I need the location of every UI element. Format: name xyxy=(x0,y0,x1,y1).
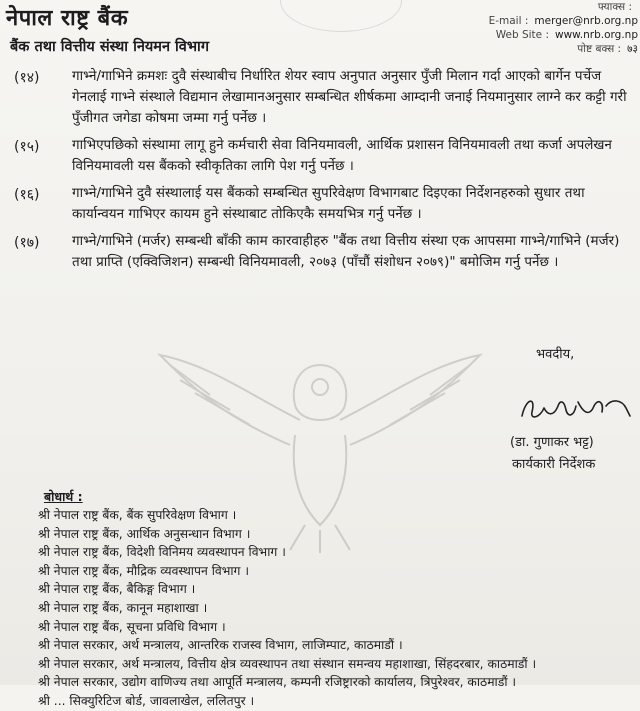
contact-block xyxy=(489,0,638,56)
list-item: श्री नेपाल राष्ट्र बैंक, कानून महाशाखा । xyxy=(38,600,208,615)
contact-fax: फ्याक्स : xyxy=(597,1,632,13)
contact-pobox: पोष्ट बक्स : ७३ xyxy=(577,43,638,55)
list-item: श्री नेपाल राष्ट्र बैंक, मौद्रिक व्यवस्थापन विभाग । xyxy=(38,563,250,578)
point-number: (१४) xyxy=(14,70,40,86)
closing-greeting: भवदीय, xyxy=(536,347,575,362)
list-item: श्री नेपाल राष्ट्र बैंक, बैकिङ्ग विभाग । xyxy=(38,582,196,597)
handwritten-signature xyxy=(514,388,634,428)
cc-list xyxy=(38,506,638,711)
point-number: (१६) xyxy=(14,187,40,203)
department-name: बैंक तथा वित्तीय संस्था नियमन विभाग xyxy=(10,39,209,55)
bank-name: नेपाल राष्ट्र बैंक xyxy=(6,6,129,31)
point-item xyxy=(14,183,640,225)
numbered-points xyxy=(14,66,640,279)
point-item xyxy=(14,66,640,129)
list-item: श्री नेपाल सरकार, अर्थ मन्त्रालय, वित्तीय क्षेत्र व्यवस्थापन तथा संस्थान समन्वय महाशाखा, सिंहदरबार, काठमाडौं । xyxy=(38,656,537,671)
point-text: गाभ्ने/गाभिने दुवै संस्थालाई यस बैंकको सम्बन्धित सुपरिवेक्षण विभागबाट दिइएका निर्देशनहरुको सुधार तथा कार्यान्वयन गाभिएर कायम हुने संस्थाबाट तोकिएकै समयभित्र गर्नु पर्नेछ । xyxy=(72,185,585,222)
point-text: गाभ्ने/गाभिने क्रमशः दुवै संस्थाबीच निर्धारित शेयर स्वाप अनुपात अनुसार पुँजी मिलान गर्दा आएको बार्गेन पर्चेज गेनलाई गाभ्ने संस्थाले विद्यमान लेखामानअनुसार सम्बन्धित शीर्षकमा आम्दानी जनाई नियमानुसार लाग्ने कर कट्टी गरी पुँजीगत जगेडा कोषमा जम्मा गर्नु पर्नेछ । xyxy=(72,68,627,126)
point-text: गाभ्ने/गाभिने (मर्जर) सम्बन्धी बाँकी काम कारवाहीहरु "बैंक तथा वित्तीय संस्था एक आपसमा गाभ्ने/गाभिने (मर्जर) तथा प्राप्ति (एक्विजिशन) सम्बन्धी विनियमावली, २०७३ (पाँचौं संशोधन २०७९)" बमोजिम गर्नु पर्नेछ । xyxy=(72,233,620,270)
website-link[interactable]: www.nrb.org.np xyxy=(555,29,638,41)
point-item xyxy=(14,231,640,273)
contact-website: Web Site : www.nrb.org.np xyxy=(495,29,638,41)
point-item xyxy=(14,135,640,177)
signer-title: कार्यकारी निर्देशक xyxy=(512,457,596,472)
cc-heading: बोधार्थ : xyxy=(44,489,83,504)
list-item: श्री नेपाल राष्ट्र बैंक, विदेशी विनिमय व्यवस्थापन विभाग । xyxy=(38,545,286,560)
list-item: श्री नेपाल राष्ट्र बैंक, बैंक सुपरिवेक्षण विभाग । xyxy=(38,508,237,522)
point-text: गाभिएपछिको संस्थामा लागू हुने कर्मचारी सेवा विनियमावली, आर्थिक प्रशासन विनियमावली तथा कर्जा अपलेखन विनियमावली यस बैंकको स्वीकृतिका लागि पेश गर्नु पर्नेछ । xyxy=(72,137,612,174)
email-link[interactable]: merger@nrb.org.np xyxy=(534,15,638,27)
list-item: श्री नेपाल राष्ट्र बैंक, आर्थिक अनुसन्धान विभाग । xyxy=(38,526,251,541)
point-number: (१७) xyxy=(14,235,40,251)
list-item: श्री ... सिक्युरिटिज बोर्ड, जावलाखेल, ललितपुर । xyxy=(38,693,255,708)
point-number: (१५) xyxy=(14,139,40,155)
contact-email: E-mail : merger@nrb.org.np xyxy=(488,15,638,27)
list-item: श्री नेपाल सरकार, उद्योग वाणिज्य तथा आपूर्ति मन्त्रालय, कम्पनी रजिष्ट्रारको कार्यालय, त्रिपुरेश्वर, काठमाडौं । xyxy=(38,675,517,690)
seal-stamp xyxy=(280,0,402,32)
signer-name: (डा. गुणाकर भट्ट) xyxy=(510,435,594,450)
list-item: श्री नेपाल सरकार, अर्थ मन्त्रालय, आन्तरिक राजस्व विभाग, लाजिम्पाट, काठमाडौं । xyxy=(38,638,403,653)
list-item: श्री नेपाल राष्ट्र बैंक, सूचना प्रविधि विभाग । xyxy=(38,619,226,634)
